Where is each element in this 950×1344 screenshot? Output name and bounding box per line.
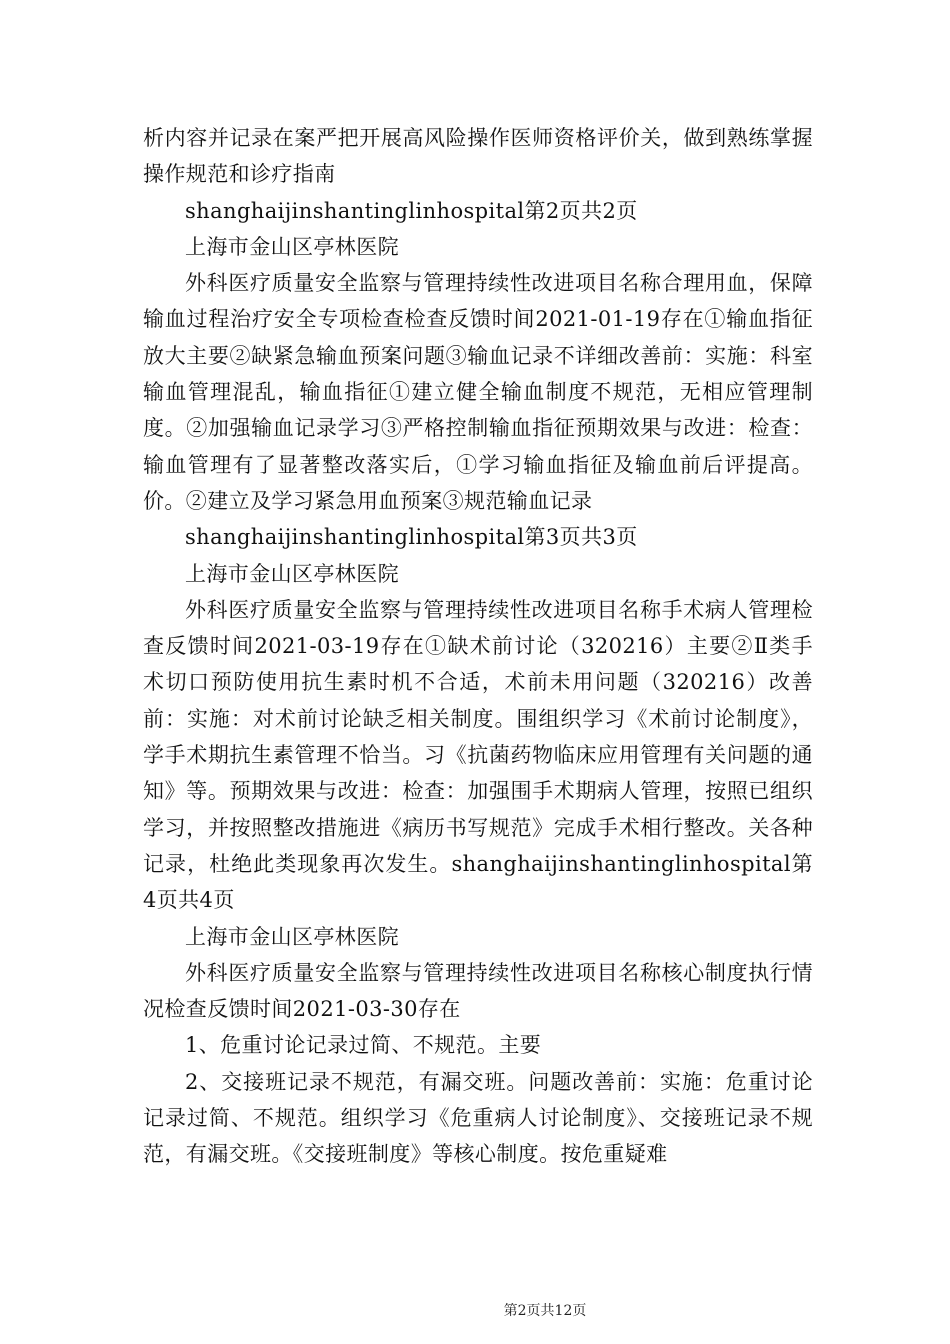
paragraph-4-blood-transfusion-item: 外科医疗质量安全监察与管理持续性改进项目名称合理用血，保障输血过程治疗安全专项检查检查反馈时间2021-01-19存在①输血指征放大主要②缺紧急输血预案问题③输血记录不详细改善前：实施：科室输血管理混乱，输血指征①建立健全输血制度不规范，无相应管理制度。②加强输血记录学习③严格控制输血指征预期效果与改进：检查：输血管理有了显著整改落实后，①学习输血指征及输血前后评提高。价。②建立及学习紧急用血预案③规范输血记录 bbox=[143, 271, 813, 513]
paragraph-3-hospital-name: 上海市金山区亭林医院 bbox=[185, 234, 399, 259]
paragraph-5-page-marker: shanghaijinshantinglinhospital第3页共3页 bbox=[185, 525, 638, 550]
paragraph-9-core-system-item: 外科医疗质量安全监察与管理持续性改进项目名称核心制度执行情况检查反馈时间2021-03-30存在 bbox=[143, 960, 813, 1022]
paragraph-7-surgical-patient-item: 外科医疗质量安全监察与管理持续性改进项目名称手术病人管理检查反馈时间2021-03-19存在①缺术前讨论（320216）主要②Ⅱ类手术切口预防使用抗生素时机不合适，术前未用问题（320216）改善前：实施：对术前讨论缺乏相关制度。围组织学习《术前讨论制度》，学手术期抗生素管理不恰当。习《抗菌药物临床应用管理有关问题的通知》等。预期效果与改进：检查：加强围手术期病人管理，按照已组织学习，并按照整改措施进《病历书写规范》完成手术相行整改。关各种记录，杜绝此类现象再次发生。shanghaijinshantinglinhospital第4页共4页 bbox=[143, 597, 813, 913]
paragraph-2-page-marker: shanghaijinshantinglinhospital第2页共2页 bbox=[185, 198, 638, 223]
paragraph-6-hospital-name: 上海市金山区亭林医院 bbox=[185, 561, 399, 586]
paragraph-8-hospital-name: 上海市金山区亭林医院 bbox=[185, 924, 399, 949]
document-body bbox=[143, 120, 813, 1173]
paragraph-11-issue-2: 2、交接班记录不规范，有漏交班。问题改善前：实施：危重讨论记录过简、不规范。组织学习《危重病人讨论制度》、交接班记录不规范，有漏交班。《交接班制度》等核心制度。按危重疑难 bbox=[143, 1069, 813, 1167]
paragraph-10-issue-1: 1、危重讨论记录过简、不规范。主要 bbox=[185, 1033, 542, 1058]
page-footer: 第2页共12页 bbox=[503, 1303, 587, 1319]
paragraph-1: 析内容并记录在案严把开展高风险操作医师资格评价关，做到熟练掌握操作规范和诊疗指南 bbox=[143, 126, 813, 187]
